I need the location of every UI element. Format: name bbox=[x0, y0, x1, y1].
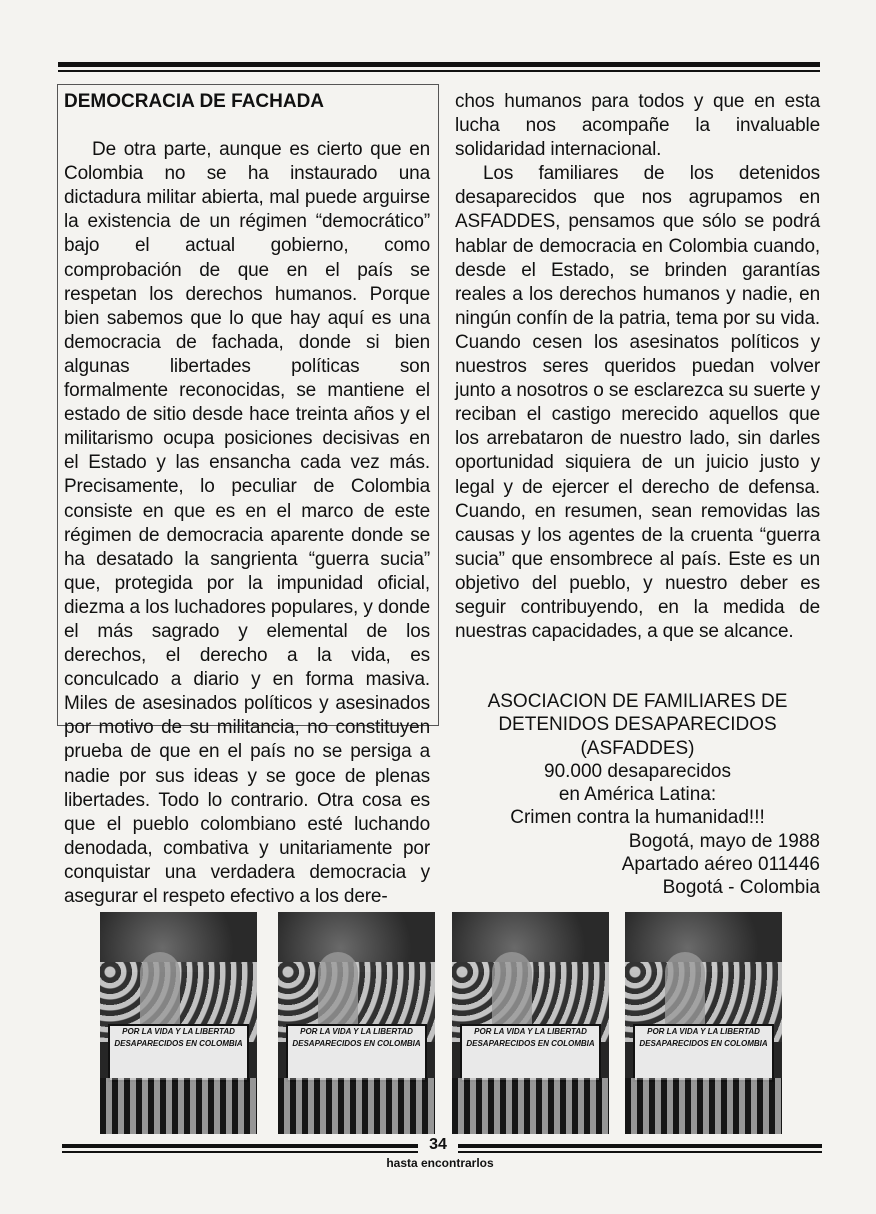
org-name-line1: ASOCIACION DE FAMILIARES DE bbox=[487, 691, 788, 712]
slogan-line3: Crimen contra la humanidad!!! bbox=[510, 807, 765, 829]
poster-banner-text: POR LA VIDA Y LA LIBERTAD bbox=[122, 1027, 235, 1036]
poster-image bbox=[278, 912, 435, 1134]
poster-banner-text: POR LA VIDA Y LA LIBERTAD bbox=[647, 1027, 760, 1036]
poster-image bbox=[100, 912, 257, 1134]
signature-city: Bogotá - Colombia bbox=[662, 877, 820, 899]
org-abbreviation: (ASFADDES) bbox=[580, 737, 695, 759]
page-number: 34 bbox=[418, 1136, 458, 1154]
poster-banner-text: POR LA VIDA Y LA LIBERTAD bbox=[300, 1027, 413, 1036]
article-heading: DEMOCRACIA DE FACHADA bbox=[64, 91, 325, 112]
right-paragraph-1: chos humanos para todos y que en esta lucha nos acompañe la invaluable solidaridad internacional. bbox=[455, 91, 820, 161]
left-paragraph: De otra parte, aunque es cierto que en Colombia no se ha instaurado una dictadura militar abierta, mal puede arguirse la existencia de un régimen “democrático” bajo el actual gobierno, como comprobación de que en el país se respetan los derechos humanos. Porque bien sabemos que lo que hay aquí es una democracia de fachada, donde si bien algunas libertades políticas son formalmente reconocidas, se mantiene el estado de sitio desde hace treinta años y el militarismo ocupa posiciones decisivas en el Estado y las ensancha cada vez más. Precisamente, lo peculiar de Colombia consiste en que es en el marco de este régimen de democracia aparente donde se ha desatado la sangrienta “guerra sucia” que, protegida por la impunidad oficial, diezma a los luchadores populares, y donde el más sagrado y elemental de los derechos, el derecho a la vida, es conculcado a diario y en forma masiva. Miles de asesinados políticos y asesinados por motivo de su militancia, no constituyen prueba de que en el país no se persiga a nadie por sus ideas y se goce de plenas libertades. Todo lo contrario. Otra cosa es que el pueblo colombiano esté luchando denodada, combativa y unitariamente por conquistar una verdadera democracia y asegurar el respeto efectivo a los dere- bbox=[64, 139, 430, 907]
poster-banner-text: DESAPARECIDOS EN COLOMBIA bbox=[292, 1039, 421, 1048]
left-column bbox=[64, 90, 430, 909]
poster-banner-text: DESAPARECIDOS EN COLOMBIA bbox=[114, 1039, 243, 1048]
poster-image-row bbox=[100, 912, 820, 1134]
poster-banner-text: POR LA VIDA Y LA LIBERTAD bbox=[474, 1027, 587, 1036]
org-name-line2: DETENIDOS DESAPARECIDOS bbox=[498, 714, 777, 736]
slogan-line1: 90.000 desaparecidos bbox=[544, 760, 731, 782]
top-rule-thick bbox=[58, 62, 820, 67]
footer-title: hasta encontrarlos bbox=[386, 1156, 494, 1170]
top-rule-thin bbox=[58, 70, 820, 72]
signature-date: Bogotá, mayo de 1988 bbox=[628, 830, 820, 852]
right-column bbox=[455, 90, 820, 644]
poster-image bbox=[625, 912, 782, 1134]
right-paragraph-2: Los familiares de los detenidos desaparecidos que nos agrupamos en ASFADDES, pensamos que sólo se podrá hablar de democracia en Colombia cuando, desde el Estado, se brinden garantías reales a los derechos humanos y nadie, en ningún confín de la patria, tema por su vida. Cuando cesen los asesinatos políticos y nuestros seres queridos puedan volver junto a nosotros o se esclarezca su suerte y reciban el castigo merecido aquellos que los arrebataron de nuestro lado, sin darles oportunidad siquiera de un juicio justo y legal y de ejercer el derecho de defensa. Cuando, en resumen, sean removidas las causas y los agentes de la cruenta “guerra sucia” que ensombrece al país. Este es un objetivo del pueblo, y nuestro deber es seguir contribuyendo, en la medida de nuestras capacidades, a que se alcance. bbox=[455, 163, 820, 643]
slogan-line2: en América Latina: bbox=[558, 784, 717, 806]
signature-block bbox=[455, 690, 820, 900]
poster-banner-text: DESAPARECIDOS EN COLOMBIA bbox=[466, 1039, 595, 1048]
poster-banner-text: DESAPARECIDOS EN COLOMBIA bbox=[639, 1039, 768, 1048]
signature-address: Apartado aéreo 011446 bbox=[621, 854, 820, 876]
poster-image bbox=[452, 912, 609, 1134]
